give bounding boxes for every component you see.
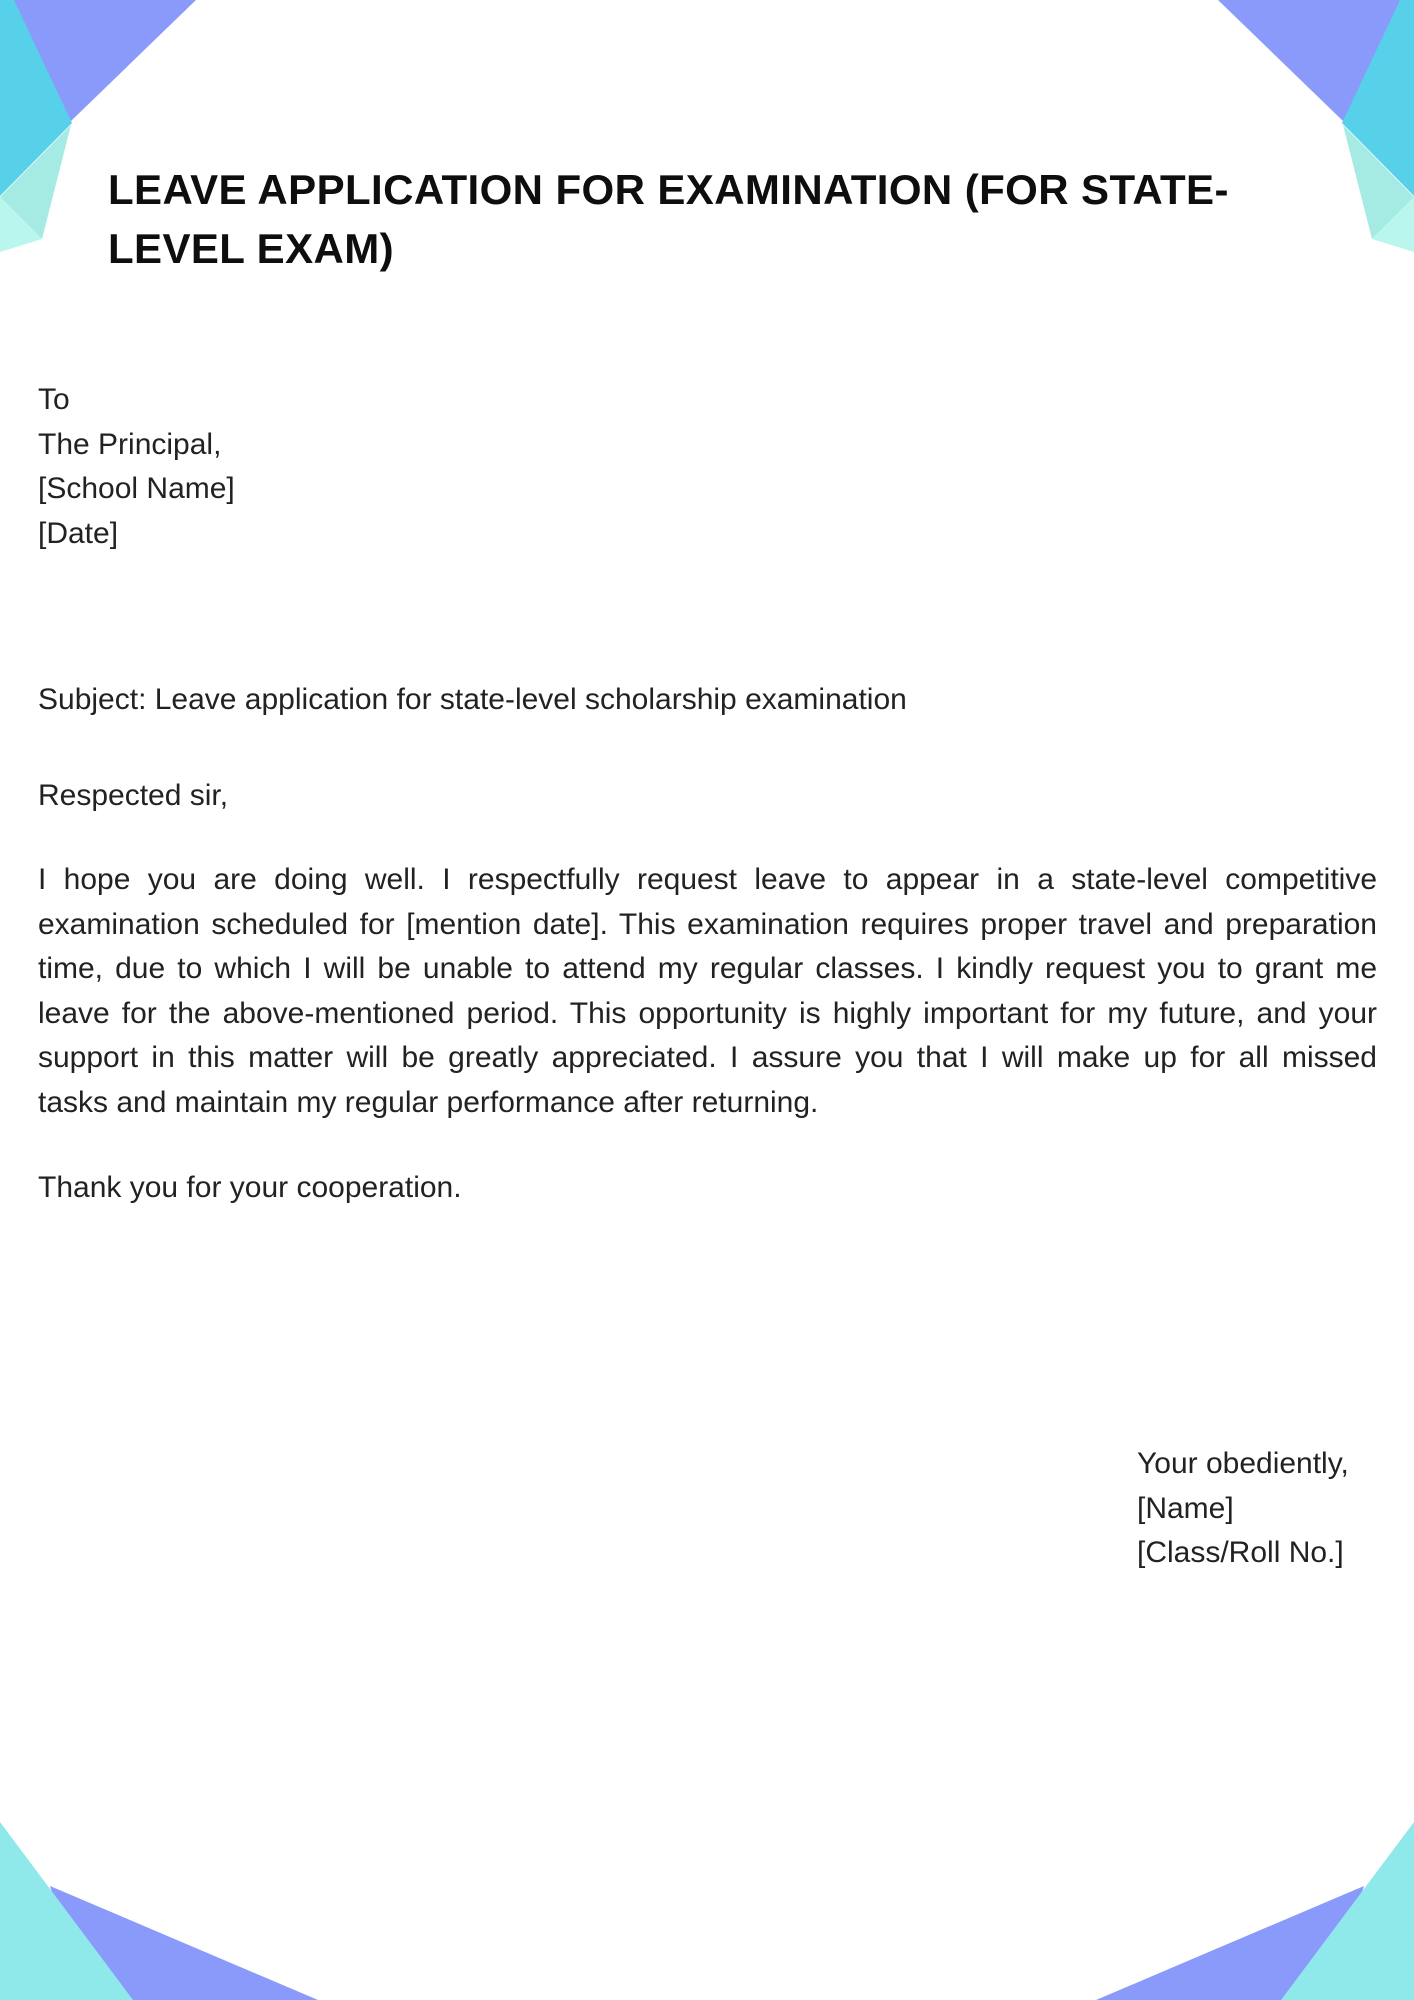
body-line: examination scheduled for [mention date]. This examination requires proper travel and preparation — [38, 907, 1377, 941]
body-line: time, due to which I will be unable to attend my regular classes. I kindly request you to grant me — [38, 952, 1377, 985]
body-line: support in this matter will be greatly appreciated. I assure you that I will make up for all missed — [38, 1041, 1377, 1074]
letter-title-line-2: LEVEL EXAM) — [108, 225, 394, 272]
subject-line: Subject: Leave application for state-level scholarship examination — [38, 683, 907, 716]
closing-line: Thank you for your cooperation. — [38, 1171, 462, 1204]
signature-line-class-roll: [Class/Roll No.] — [1137, 1536, 1344, 1569]
body-line: I hope you are doing well. I respectfully request leave to appear in a state-level competitive — [38, 863, 1377, 896]
recipient-line-date: [Date] — [38, 516, 119, 550]
body-line: tasks and maintain my regular performance after returning. — [38, 1085, 819, 1119]
signature-line-name: [Name] — [1137, 1491, 1234, 1525]
corner-decoration-bottom-left — [0, 1820, 330, 2000]
recipient-line-school-name: [School Name] — [38, 472, 235, 505]
corner-decoration-bottom-right — [1084, 1820, 1414, 2000]
recipient-line-principal: The Principal, — [38, 427, 222, 461]
letter-title-line-1: LEAVE APPLICATION FOR EXAMINATION (FOR STATE- — [108, 166, 1229, 213]
signature-line-obediently: Your obediently, — [1137, 1447, 1349, 1480]
body-paragraph — [38, 858, 1377, 1125]
salutation-line: Respected sir, — [38, 779, 229, 812]
recipient-line-to: To — [38, 383, 70, 416]
recipient-block — [38, 378, 235, 556]
decor-mint-triangle — [0, 1822, 133, 2000]
body-line: leave for the above-mentioned period. This opportunity is highly important for my future, and your — [38, 996, 1377, 1030]
letter-title — [108, 160, 1229, 278]
corner-decoration-top-right — [1214, 0, 1414, 255]
signature-block — [1137, 1442, 1349, 1576]
